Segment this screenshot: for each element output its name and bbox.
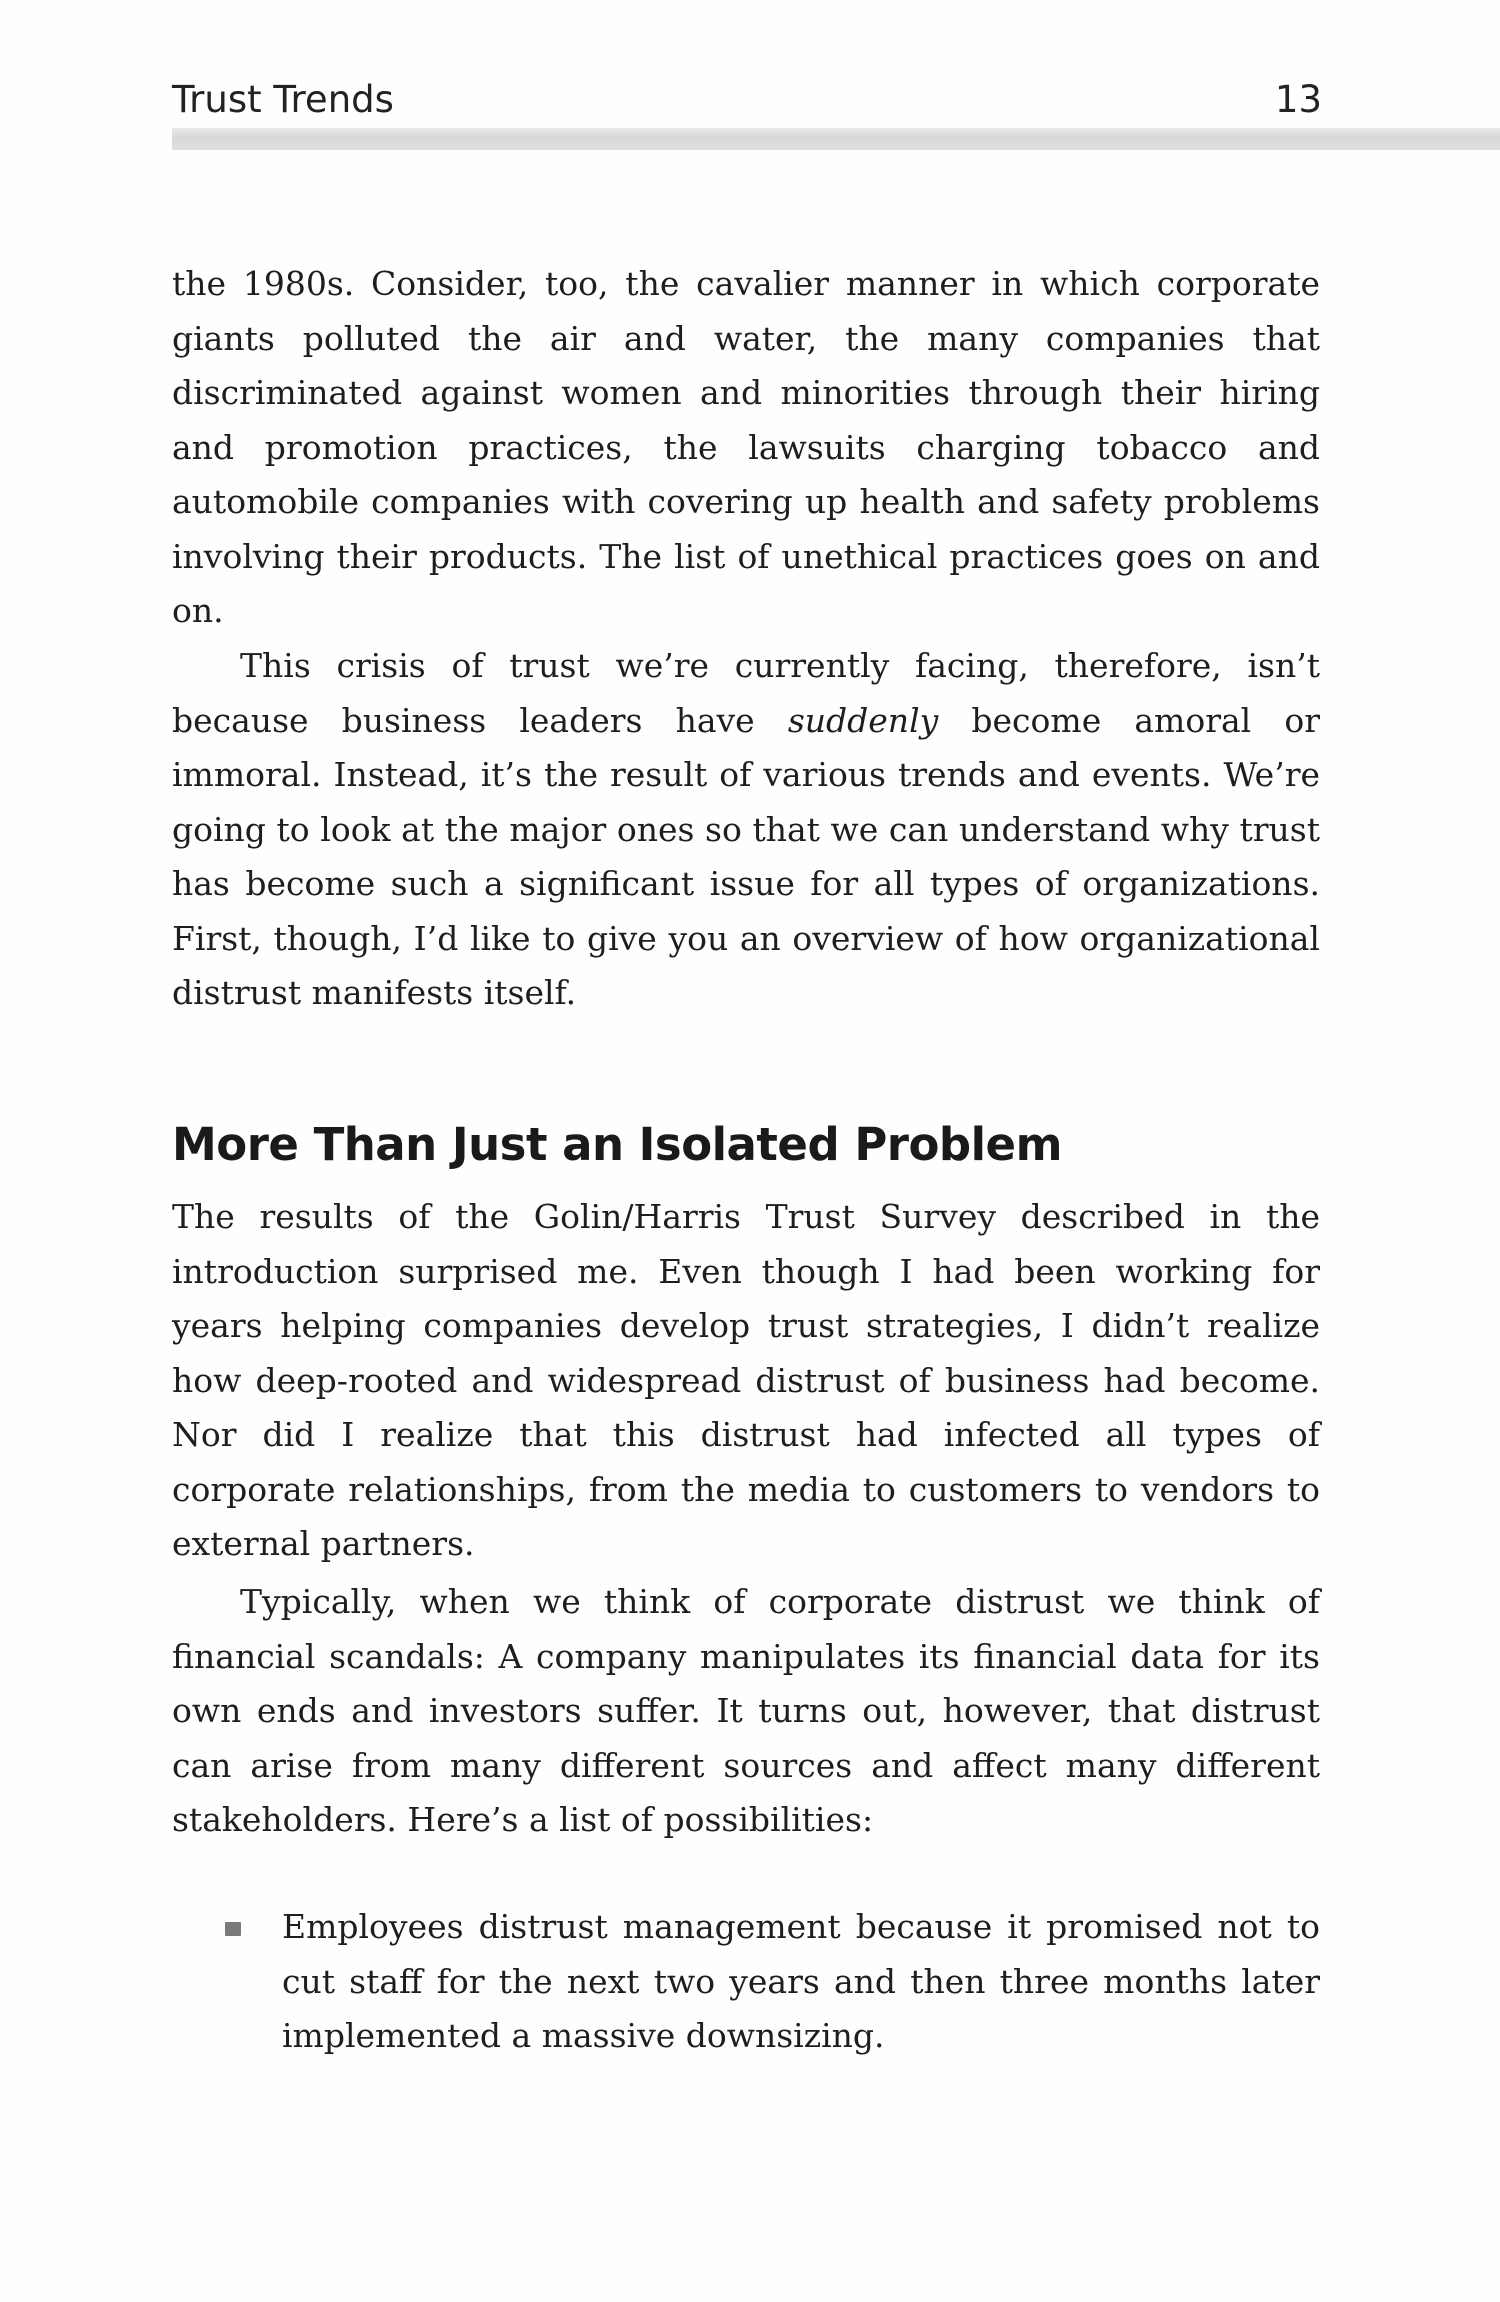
- section-heading: More Than Just an Isolated Problem: [172, 1118, 1062, 1171]
- paragraph-text-after: become amoral or immoral. Instead, it’s the result of various trends and events. We’re going to look at the major ones so that we can understand why trust has become such a significant issue for all types of organizations. First, though, I’d like to give you an overview of how organizational distrust manifests itself.: [172, 700, 1320, 1012]
- list-item: [172, 1900, 1320, 2064]
- running-title: Trust Trends: [172, 78, 394, 121]
- page-number: 13: [1274, 78, 1322, 121]
- possibilities-list: [172, 1900, 1320, 2064]
- paragraph-survey-results: The results of the Golin/Harris Trust Survey described in the introduction surprised me. Even though I had been working for years helping companies develop trust strategies, I didn’t realize how deep-rooted and widespread distrust of business had become. Nor did I realize that this distrust had infected all types of corporate relationships, from the media to customers to vendors to external partners.: [172, 1197, 1320, 1563]
- paragraph-text-before: This crisis of trust we’re currently facing, therefore, isn’t because business leaders have: [172, 646, 1320, 740]
- paragraph-financial-scandals: Typically, when we think of corporate distrust we think of financial scandals: A company manipulates its financial data for its own ends and investors suffer. It turns out, however, that distrust can arise from many different sources and affect many different stakeholders. Here’s a list of possibilities:: [172, 1582, 1320, 1839]
- square-bullet-icon: [225, 1922, 241, 1936]
- paragraph-continuation: the 1980s. Consider, too, the cavalier manner in which corporate giants polluted the air and water, the many companies that discriminated against women and minorities through their hiring and promotion practices, the lawsuits charging tobacco and automobile companies with covering up health and safety problems involving their products. The list of unethical practices goes on and on.: [172, 264, 1320, 630]
- list-item-text: Employees distrust management because it promised not to cut staff for the next two years and then three months later implemented a massive downsizing.: [282, 1907, 1320, 2055]
- header-rule: [172, 128, 1500, 150]
- paragraph-crisis-of-trust: [172, 639, 1320, 1021]
- running-head: [172, 78, 1322, 128]
- emphasis-suddenly: suddenly: [787, 700, 939, 740]
